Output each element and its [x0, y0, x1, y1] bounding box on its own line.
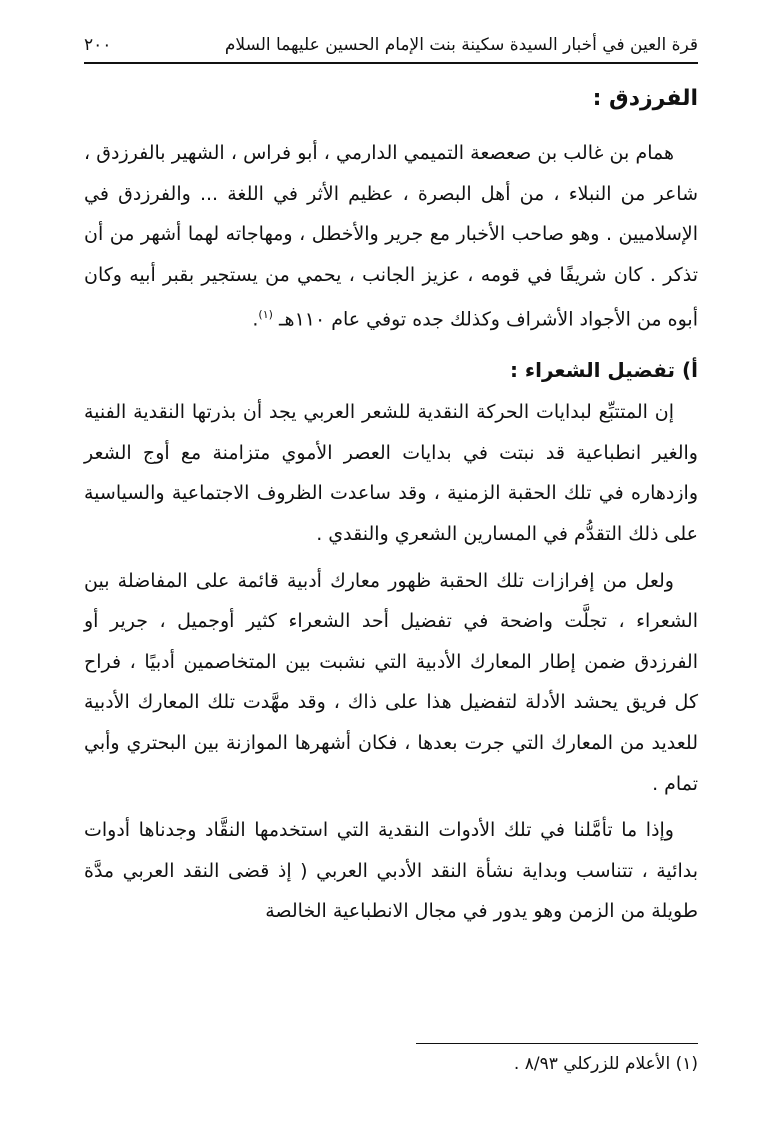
paragraph-2: ولعل من إفرازات تلك الحقبة ظهور معارك أدبية قائمة على المفاضلة بين الشعراء ، تجلَّت واضحة في تفضيل أحد الشعراء كثير أوجميل ، جرير أو الفرزدق ضمن إطار المعارك الأدبية التي نشبت بين المتخاصمين أدبيًا ، فراح كل فريق يحشد الأدلة لتفضيل هذا على ذاك ، وقد مهَّدت تلك المعارك الأدبية للعديد من المعارك التي جرت بعدها ، فكان أشهرها الموازنة بين البحتري وأبي تمام .: [84, 569, 698, 795]
biography-paragraph: [84, 133, 698, 340]
paragraph-1: إن المتتبِّع لبدايات الحركة النقدية للشعر العربي يجد أن بذرتها النقدية الفنية والغير انطباعية قد نبتت في بدايات العصر الأموي متزامنة مع أوج الشعر وازدهاره في تلك الحقبة الزمنية ، وقد ساعدت الظروف الاجتماعية والسياسية على ذلك التقدُّم في المسارين الشعري والنقدي .: [84, 401, 698, 546]
paragraph-3: وإذا ما تأمَّلنا في تلك الأدوات النقدية التي استخدمها النقَّاد وجدناها أدوات بدائية ، تتناسب وبداية نشأة النقد الأدبي العربي ( إذ قضى النقد العربي مدَّة طويلة من الزمن وهو يدور في مجال الانطباعية الخالصة: [84, 819, 698, 923]
footnote: (١) الأعلام للزركلي ٨/٩٣ .: [513, 1054, 698, 1074]
footnote-divider: [416, 1043, 698, 1044]
subsection-title: أ) تفضيل الشعراء :: [509, 358, 698, 383]
section-title: الفرزدق :: [592, 86, 698, 111]
page-number: ٢٠٠: [84, 35, 112, 55]
running-header: [84, 28, 698, 64]
biography-text: همام بن غالب بن صعصعة التميمي الدارمي ، أبو فراس ، الشهير بالفرزدق ، شاعر من النبلاء ، من أهل البصرة ، عظيم الأثر في اللغة ... والفرزدق في الإسلاميين . وهو صاحب الأخبار مع جرير والأخطل ، ومهاجاته لهما أشهر من أن تذكر . كان شريفًا في قومه ، عزيز الجانب ، يحمي من يستجير بقبر أبيه وكان أبوه من الأجواد الأشراف وكذلك جده توفي عام ١١٠هـ: [84, 142, 698, 331]
page-body: [84, 86, 698, 938]
footnote-ref: (١): [258, 308, 273, 322]
header-title: قرة العين في أخبار السيدة سكينة بنت الإمام الحسين عليهما السلام: [224, 35, 698, 55]
paragraph-end: .: [252, 308, 259, 331]
